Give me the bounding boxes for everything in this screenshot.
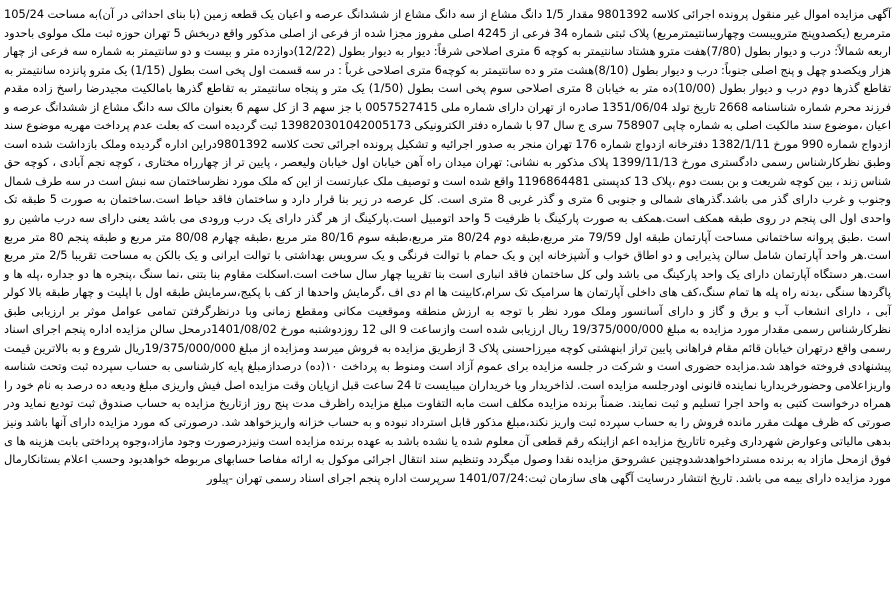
auction-notice-text: آگهی مزایده اموال غیر منقول پرونده اجرائی کلاسه 9801392 مقدار 1/5 دانگ مشاع از سه دانگ مشاع از ششدانگ عرصه و اعیان یک قطعه زمین (با بنای احداثی در آن)به مساحت 105/24 مترمربع (یکصدوپنج مترویبست وچهارسانتیمترمربع) پلاک ثبتی شماره 34 فرعی از 4245 اصلی مفروز مجزا شده از فرعی از اصلی مذکور واقع دربخش 5 تهران حوزه ثبت ملک مولوی باحدود اربعه شمالاً: درب و دیوار بطول (7/80)هفت مترو هشتاد سانتیمتر به کوچه 6 متری اصلاحی شرقاً: دیوار به دیوار بطول (12/22)دوازده متر و بیست و دو سانتیمتر به شماره سه فرعی از چهار هزار ویکصدو چهل و پنج اصلی جنوباً: درب و دیوار بطول (8/10)هشت متر و ده سانتیمتر به کوچه6 متری اصلاحی غرباً : در سه قسمت اول پخی است بطول (1/15) یک مترو پانزده سانتیمتر به تقاطع گذرها دوم درب و دیوار بطول (10/00)ده متر به خیابان 8 متری اصلاحی سوم پخی است بطول (1/50) یک متر و پنجاه سانتیمتر به تقاطع گذرها بامالکیت مجیدرضا راسخ زاده مقدم فرزند محرم شماره شناسنامه 2668 تاریخ تولد 1351/06/04 صادره از تهران دارای شماره ملی 0057527415 با جز سهم 3 از کل سهم 6 بعنوان مالک سه دانگ مشاع از ششدانگ عرصه و اعیان ،موضوع سند مالکیت اصلی به شماره چاپی 758907 سری ج سال 97 با شماره دفتر الکترونیکی 139820301042005173 ثبت گردیده است که بعلت عدم پرداخت مهریه موضوع سند ازدواج شماره 990 مورخ 1382/1/11 دفترخانه ازدواج شماره 176 تهران منجر به صدور اجرائیه و تشکیل پرونده اجرائی تحت کلاسه 9801392دراین اداره گردیده وملک بازداشت شده است وطبق نظرکارشناس رسمی دادگستری مورخ 1399/11/13 پلاک مذکور به نشانی: تهران میدان راه آهن خیابان اول خیابان ولیعصر ، پایین تر از چهارراه مختاری ، کوچه نجم آبادی ، کوچه حق شناس زند ، بین کوچه شریعت و بن بست دوم ،پلاک 13 کدپستی 1196864481 واقع شده است و توصیف ملک عبارتست از این که ملک مورد نظرساختمان سه نبش است در سه طرف شمال وجنوب و غرب دارای گذر می باشد.گذرهای شمالی و جنوبی 6 متری و گذر غربی 8 متری است. کل عرصه در زیر بنا قرار دارد و ساختمان فاقد حیاط است.ساختمان به صورت 5 طبقه تک واحدی اول الی پنجم در روی طبقه همکف است.همکف به صورت پارکینگ با ظرفیت 5 واحد اتومبیل است.پارکینگ از هر گذر دارای یک درب ورودی می باشد یعنی دارای سه درب ماشین رو است .طبق پروانه ساختمانی مساحت آپارتمان طبقه اول 79/59 متر مربع،طبقه دوم 80/24 متر مربع،طبقه سوم 80/16 متر مربع ،طبقه چهارم 80/08 متر مربع و طبقه پنجم 80 متر مربع است.هر واحد آپارتمان شامل سالن پذیرایی و دو اطاق خواب و آشپزخانه اپن و یک حمام با توالت فرنگی و یک سرویس بهداشتی با توالت ایرانی و یک بالکن به مساحت تقریبا 2/5 متر مربع است.هر دستگاه آپارتمان دارای یک واحد پارکینگ می باشد ولی کل ساختمان فاقد انباری است بنا تقریبا چهار سال ساخت است.اسکلت مقاوم بنا بتنی ،نما سنگ ،پنجره ها دو جداره ،پله ها و پاگردها سنگی ،بدنه راه پله ها تمام سنگ،کف های داخلی آپارتمان ها سرامیک تک سرام،کابینت ها ام دی اف ،گرمایش واحدها از کف با پکیج،سرمایش طبقه اول با اپلیت و چهار طبقه بالا کولر آبی ، دارای انشعاب آب و برق و گاز و دارای آسانسور وملک مورد نظر با توجه به ارزش منطقه وموقعیت مکانی ومقطع زمانی وبا درنظرگرفتن تمامی عوامل موثر بر ارزیابی طبق نظرکارشناس رسمی مقدار مورد مزایده به مبلغ 19/375/000/000 ریال ارزیابی شده است وازساعت 9 الی 12 روزدوشنبه مورخ 1401/08/02درمحل سالن مزایده اداره پنجم اجرای اسناد رسمی واقع درتهران خیابان قائم مقام فراهانی پایین تراز ابنهشتی کوچه میرزاحسنی پلاک 3 ازطریق مزایده به فروش میرسد ومزایده از مبلغ 19/375/000/000ریال شروع و به بالاترین قیمت پیشنهادی فروخته خواهد شد.مزایده حضوری است و شرکت در جلسه مزایده برای عموم آزاد است ومنوط به پرداخت ۱۰(ده) درصدازمبلغ پایه کارشناسی به حساب سپرده ثبت وتحت شناسه واریزاعلامی وحضورخریداریا نماینده قانونی اودرجلسه مزایده است. لذاخریدار ویا خریداران میبایست تا 24 ساعت قبل ازپایان وقت مزایده اصل فیش واریزی مبلغ ودیعه ده درصد به نام خود را همراه درخواست کتبی به واحد اجرا تسلیم و ثبت نمایند. ضمناً برنده مزایده مکلف است مابه التفاوت مبلغ مزایده راظرف مدت پنج روز ازتاریخ مزایده به حساب صندوق ثبت تودیع نماید ودر صورتی که ظرف مهلت مقرر مانده فروش را به حساب سپرده ثبت واریز نکند،مبلغ مذکور قابل استرداد نبوده و به حساب خزانه واریزخواهد شد. درصورتی که مورد مزایده دارای آنها باشد ونیز بدهی مالیاتی وعوارض شهرداری وغیره تاتاریخ مزایده اعم ازاینکه رقم قطعی آن معلوم شده یا نشده باشد به عهده برنده مزایده است ونیزدرصورت وجود مازاد،وجوه پرداختی بابت هزینه ها ی فوق ازمحل مازاد به برنده مسترداخواهدشدوچنین عشروحق مزایده نقدا وصول میگردد وتنظیم سند انتقال اجرائی موکول به ارائه مفاصا حسابهای مربوطه خواهدبود وحسب اعلام بستانکارمال مورد مزایده دارای بیمه می باشد. تاریخ انتشار درسایت آگهی های سازمان ثبت:1401/07/24 سرپرست اداره پنجم اجرای اسناد رسمی تهران -پیلور	[4, 7, 892, 485]
